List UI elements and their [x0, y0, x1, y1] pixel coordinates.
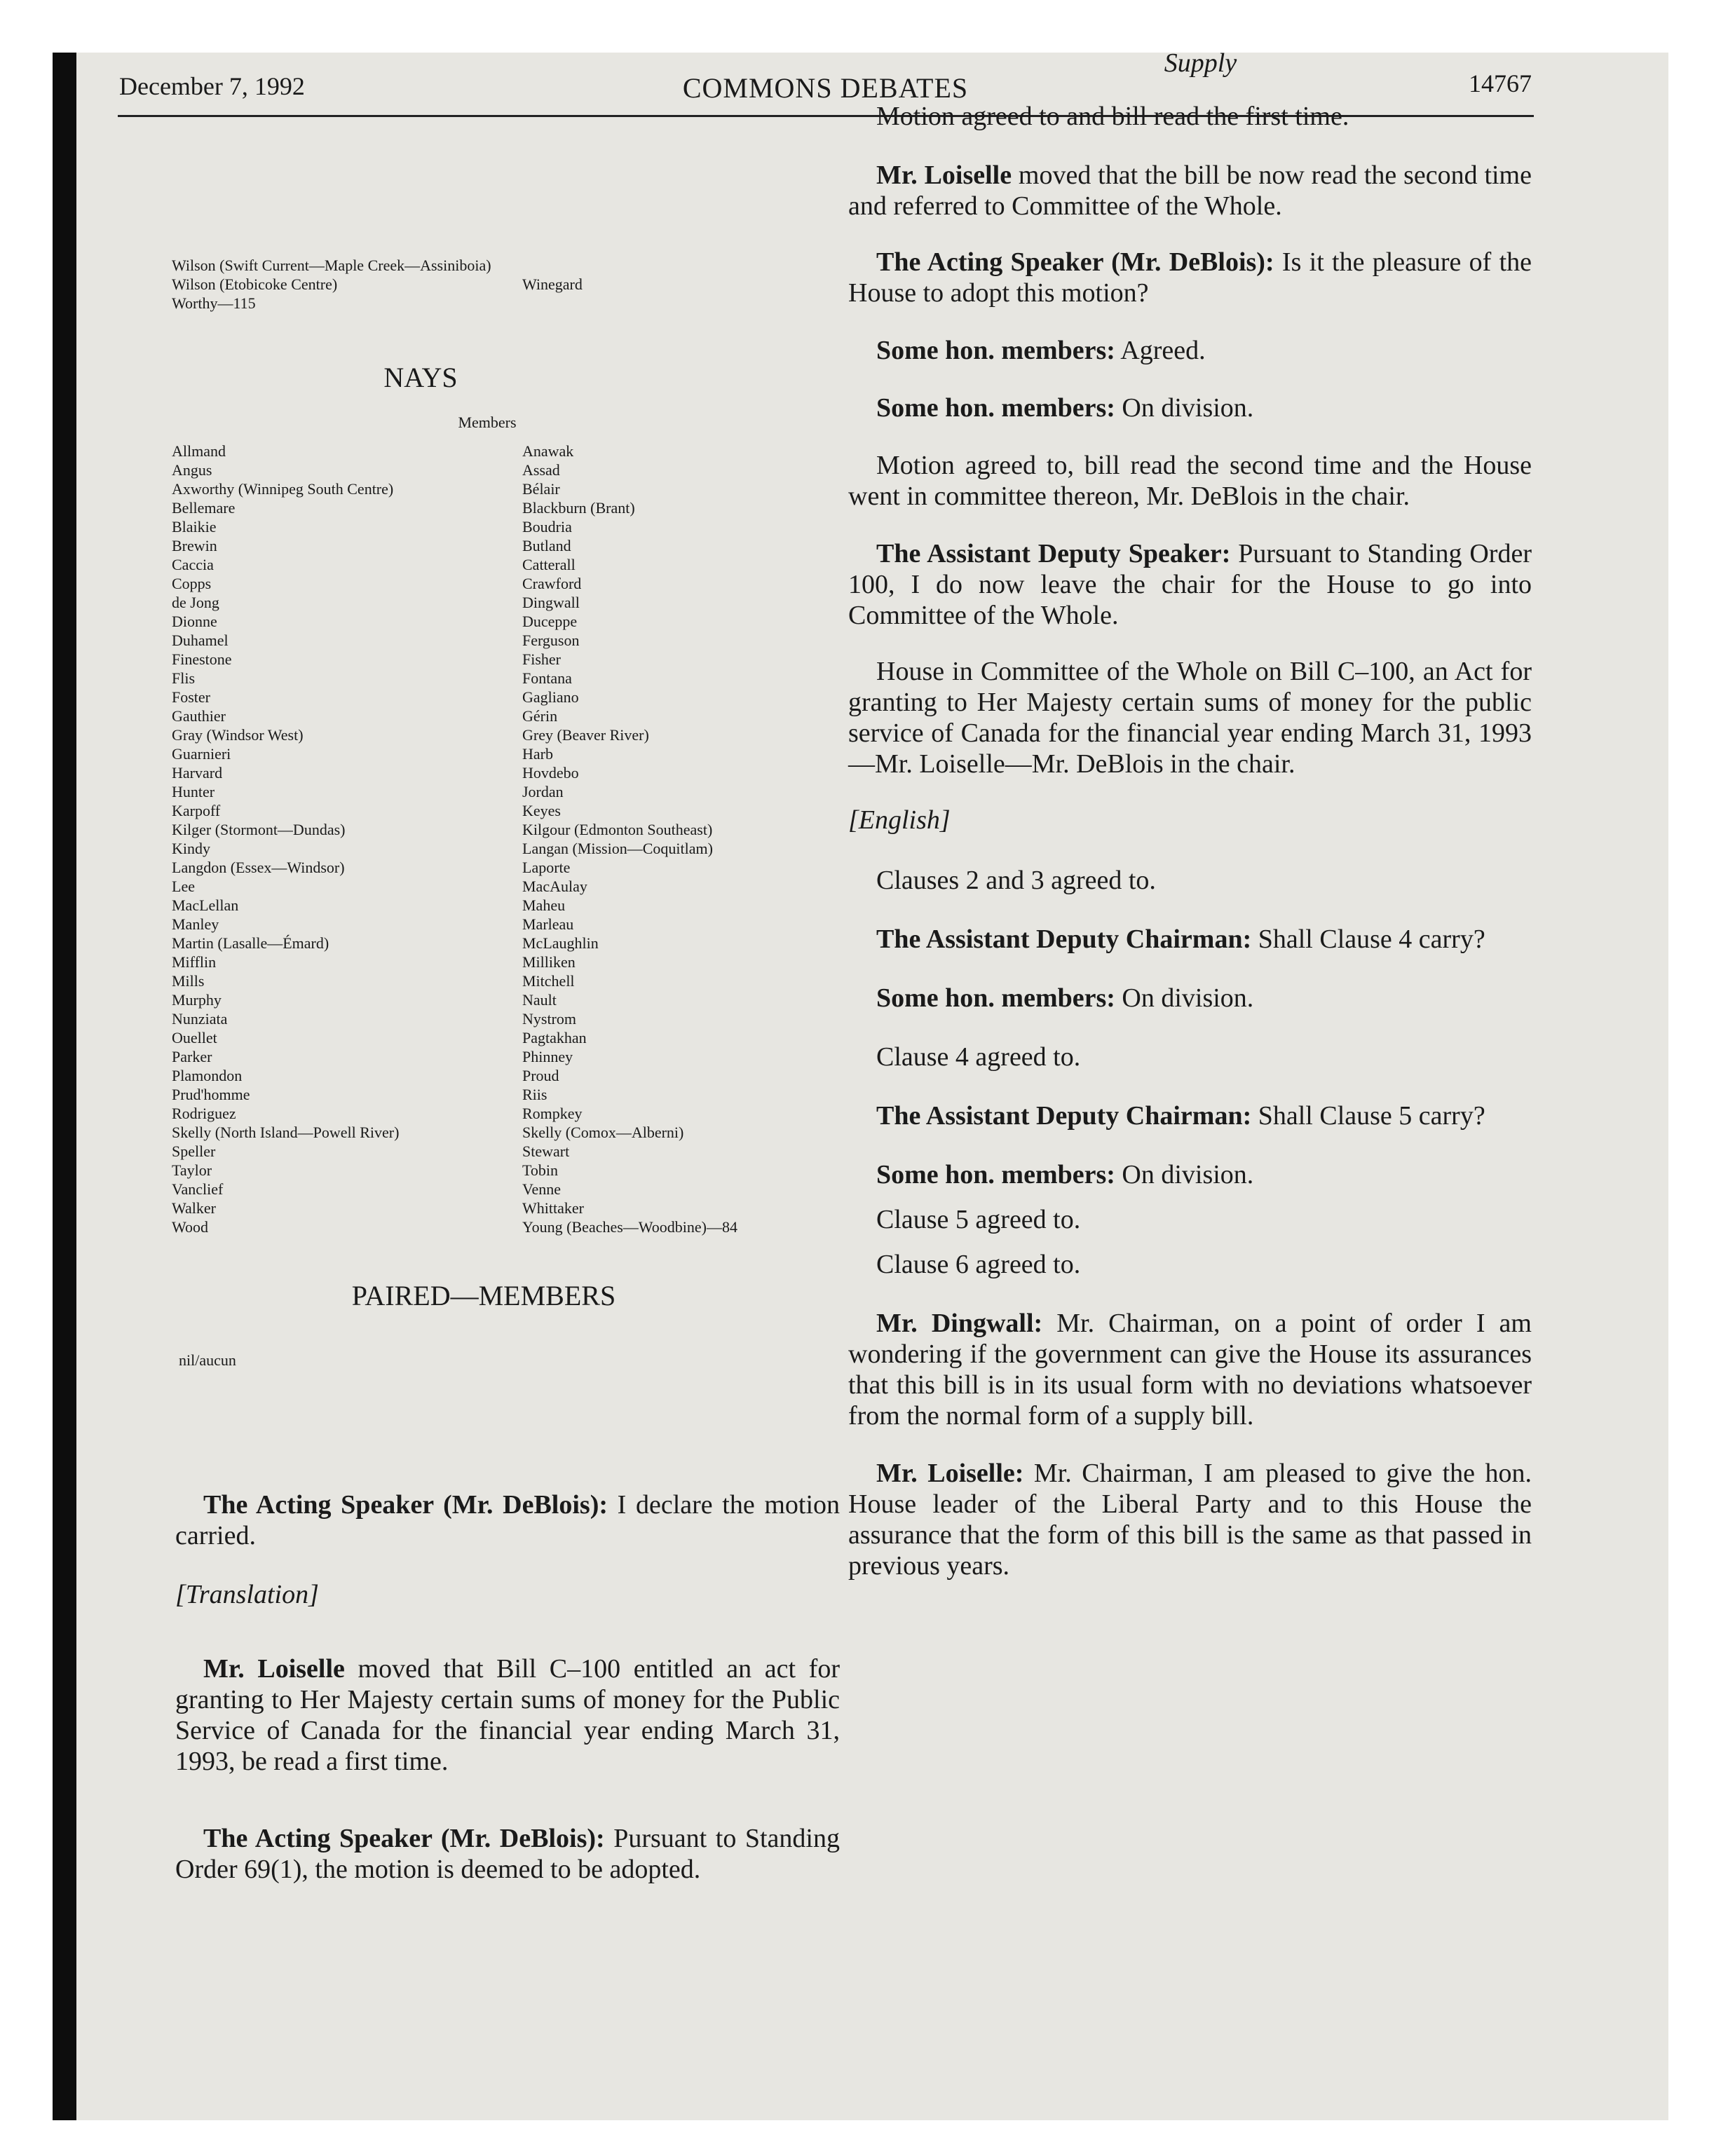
member-name: Gérin: [522, 707, 558, 725]
member-name: Duhamel: [172, 632, 229, 649]
member-name: Nunziata: [172, 1010, 228, 1028]
speaker-name: Some hon. members:: [876, 1160, 1115, 1189]
member-name: Kindy: [172, 840, 210, 857]
member-name: Young (Beaches—Woodbine)—84: [522, 1218, 738, 1236]
member-name: Whittaker: [522, 1199, 584, 1217]
speaker-name: Some hon. members:: [876, 983, 1115, 1013]
speech-text: Agreed.: [1115, 336, 1206, 365]
speaker-name: The Assistant Deputy Chairman:: [876, 1101, 1252, 1131]
member-name: Caccia: [172, 556, 214, 573]
member-name: Maheu: [522, 896, 566, 914]
member-name: Kilger (Stormont—Dundas): [172, 821, 346, 838]
nays-left-names: [172, 442, 399, 1236]
left-text-block: [175, 1489, 840, 1885]
member-name: Martin (Lasalle—Émard): [172, 934, 329, 952]
member-name: Prud'homme: [172, 1086, 250, 1103]
member-name: Allmand: [172, 442, 226, 460]
member-name: Foster: [172, 688, 210, 706]
language-marker-english: [English]: [848, 805, 951, 835]
member-name: Langan (Mission—Coquitlam): [522, 840, 713, 857]
member-name: Finestone: [172, 650, 232, 668]
member-name: Worthy—115: [172, 294, 256, 312]
member-name: Harb: [522, 745, 553, 763]
speech-text: Shall Clause 5 carry?: [1251, 1101, 1485, 1131]
member-name: Manley: [172, 915, 219, 933]
member-name: Riis: [522, 1086, 547, 1103]
binding-edge: [53, 53, 76, 2120]
member-name: [522, 256, 583, 275]
right-paragraph-12: [848, 983, 1532, 1014]
member-name: Nault: [522, 991, 557, 1009]
page-number: 14767: [1469, 69, 1532, 97]
member-name: Phinney: [522, 1048, 573, 1065]
member-name: Fisher: [522, 650, 561, 668]
member-name: Flis: [172, 669, 196, 687]
member-name: Crawford: [522, 575, 582, 592]
member-name: Brewin: [172, 537, 217, 554]
member-name: Ferguson: [522, 632, 580, 649]
member-name: Bélair: [522, 480, 560, 498]
right-paragraph-19: [848, 1458, 1532, 1581]
member-name: McLaughlin: [522, 934, 599, 952]
member-name: Venne: [522, 1180, 561, 1198]
member-name: MacLellan: [172, 896, 239, 914]
speaker-name: The Acting Speaker (Mr. DeBlois):: [876, 247, 1274, 277]
member-name: Langdon (Essex—Windsor): [172, 859, 345, 876]
member-name: Boudria: [522, 518, 572, 535]
member-name: [522, 294, 583, 313]
member-name: Taylor: [172, 1161, 212, 1179]
right-paragraph-5: [848, 393, 1532, 423]
right-paragraph-6: Motion agreed to, bill read the second time and the House went in committee thereon, Mr. DeBlois in the chair.: [848, 451, 1532, 511]
right-paragraph-7: [848, 538, 1532, 631]
speech-text: moved that Bill C–100 entitled an act for granting to Her Majesty certain sums of money for the Public Service of Canada for the financial year ending March 31, 1993, be read a first time.: [175, 1654, 840, 1776]
member-name: Axworthy (Winnipeg South Centre): [172, 480, 394, 498]
member-name: Bellemare: [172, 499, 236, 517]
member-name: Blackburn (Brant): [522, 499, 635, 517]
member-name: Gray (Windsor West): [172, 726, 304, 744]
member-name: Stewart: [522, 1142, 570, 1160]
right-paragraph-16: Clause 5 agreed to.: [876, 1205, 1081, 1234]
header-date: December 7, 1992: [119, 72, 305, 100]
speaker-name: Mr. Loiselle: [203, 1654, 345, 1684]
yeas-left-names: [172, 256, 491, 313]
member-name: Wilson (Swift Current—Maple Creek—Assiniboia): [172, 257, 491, 274]
running-head: Supply: [1164, 48, 1237, 78]
speaker-name: The Acting Speaker (Mr. DeBlois):: [203, 1824, 605, 1853]
member-name: Rompkey: [522, 1105, 583, 1122]
member-name: Laporte: [522, 859, 571, 876]
paired-heading: PAIRED—MEMBERS: [351, 1280, 616, 1311]
member-name: Hunter: [172, 783, 215, 800]
member-name: Nystrom: [522, 1010, 576, 1028]
nays-heading: NAYS: [383, 362, 458, 393]
left-paragraph-3: [175, 1653, 840, 1777]
right-paragraph-8: House in Committee of the Whole on Bill C–100, an Act for granting to Her Majesty certain sums of money for the public service of Canada for the financial year ending March 31, 1993—Mr. Loiselle—Mr. DeBlois in the chair.: [848, 657, 1532, 779]
speaker-name: Mr. Loiselle: [876, 161, 1012, 190]
speech-text: Mr. Chairman, I am pleased to give the hon. House leader of the Liberal Party and to this House the assurance that the form of this bill is the same as that passed in previous years.: [848, 1459, 1532, 1581]
speaker-name: The Assistant Deputy Speaker:: [876, 539, 1231, 568]
member-name: Copps: [172, 575, 212, 592]
member-name: Gauthier: [172, 707, 226, 725]
left-paragraph-1: [175, 1489, 840, 1551]
member-name: Fontana: [522, 669, 572, 687]
right-paragraph-3: [848, 247, 1532, 308]
right-paragraph-1: Motion agreed to and bill read the first time.: [876, 102, 1349, 131]
right-paragraph-18: [848, 1308, 1532, 1431]
member-name: Plamondon: [172, 1067, 243, 1084]
right-paragraph-10: Clauses 2 and 3 agreed to.: [876, 866, 1156, 895]
member-name: Duceppe: [522, 613, 578, 630]
speech-text: On division.: [1115, 983, 1254, 1013]
member-name: Anawak: [522, 442, 574, 460]
left-column: [119, 147, 848, 1884]
member-name: Wood: [172, 1218, 209, 1236]
nays-list: [119, 442, 848, 1241]
member-name: Kilgour (Edmonton Southeast): [522, 821, 713, 838]
paired-entry: nil/aucun: [179, 1351, 236, 1369]
member-name: Milliken: [522, 953, 576, 971]
member-name: Murphy: [172, 991, 222, 1009]
yeas-list-tail: [119, 256, 848, 319]
member-name: Keyes: [522, 802, 561, 819]
member-name: Wilson (Etobicoke Centre): [172, 275, 338, 293]
member-name: Lee: [172, 878, 195, 895]
speech-text: Is it the pleasure of the House to adopt this motion?: [848, 247, 1532, 308]
speech-text: On division.: [1115, 1160, 1254, 1189]
member-name: Pagtakhan: [522, 1029, 587, 1046]
speaker-name: The Assistant Deputy Chairman:: [876, 925, 1252, 954]
member-name: Ouellet: [172, 1029, 217, 1046]
speech-text: moved that the bill be now read the second time and referred to Committee of the Whole.: [848, 161, 1532, 221]
header-title: COMMONS DEBATES: [682, 72, 969, 104]
member-name: MacAulay: [522, 878, 587, 895]
right-paragraph-17: Clause 6 agreed to.: [876, 1250, 1081, 1279]
member-name: Tobin: [522, 1161, 559, 1179]
member-name: Skelly (Comox—Alberni): [522, 1124, 684, 1141]
right-column: [848, 48, 1532, 1581]
member-name: Butland: [522, 537, 571, 554]
member-name: de Jong: [172, 594, 219, 611]
language-marker-translation: [Translation]: [175, 1580, 319, 1609]
right-paragraph-14: [848, 1100, 1532, 1131]
member-name: Dionne: [172, 613, 217, 630]
member-name: Vanclief: [172, 1180, 224, 1198]
right-paragraph-15: [848, 1159, 1532, 1190]
member-name: Winegard: [522, 275, 583, 293]
speech-text: Pursuant to Standing Order 100, I do now leave the chair for the House to go into Committee of the Whole.: [848, 539, 1532, 630]
member-name: Hovdebo: [522, 764, 579, 782]
right-paragraph-2: [848, 160, 1532, 221]
speech-text: Shall Clause 4 carry?: [1251, 925, 1485, 954]
right-paragraph-13: Clause 4 agreed to.: [876, 1042, 1081, 1072]
left-paragraph-4: [175, 1823, 840, 1885]
speaker-name: Some hon. members:: [876, 393, 1115, 423]
member-name: Dingwall: [522, 594, 580, 611]
speech-text: Pursuant to Standing Order 69(1), the motion is deemed to be adopted.: [175, 1824, 840, 1884]
member-name: Jordan: [522, 783, 564, 800]
member-name: Marleau: [522, 915, 574, 933]
member-name: Walker: [172, 1199, 216, 1217]
yeas-right-names: [522, 256, 583, 313]
member-name: Mills: [172, 972, 205, 990]
speech-text: On division.: [1115, 393, 1254, 423]
right-paragraph-11: [848, 924, 1532, 955]
member-name: Harvard: [172, 764, 223, 782]
speech-text: I declare the motion carried.: [175, 1490, 840, 1550]
member-name: Mitchell: [522, 972, 575, 990]
member-name: Guarnieri: [172, 745, 231, 763]
speaker-name: Mr. Dingwall:: [876, 1309, 1043, 1338]
member-name: Catterall: [522, 556, 576, 573]
member-name: Rodriguez: [172, 1105, 236, 1122]
member-name: Karpoff: [172, 802, 221, 819]
nays-members-label: Members: [458, 414, 517, 431]
member-name: Proud: [522, 1067, 559, 1084]
member-name: Blaikie: [172, 518, 217, 535]
member-name: Angus: [172, 461, 212, 479]
member-name: Mifflin: [172, 953, 217, 971]
member-name: Skelly (North Island—Powell River): [172, 1124, 400, 1141]
member-name: Gagliano: [522, 688, 579, 706]
member-name: Grey (Beaver River): [522, 726, 649, 744]
speaker-name: Some hon. members:: [876, 336, 1115, 365]
member-name: Parker: [172, 1048, 212, 1065]
speech-text: Mr. Chairman, on a point of order I am wondering if the government can give the House its assurances that this bill is in its usual form with no deviations whatsoever from the normal form of a supply bill.: [848, 1309, 1532, 1431]
speaker-name: The Acting Speaker (Mr. DeBlois):: [203, 1490, 608, 1520]
speaker-name: Mr. Loiselle:: [876, 1459, 1024, 1488]
member-name: Speller: [172, 1142, 216, 1160]
right-paragraph-4: [848, 335, 1532, 366]
nays-right-names: [522, 442, 737, 1236]
member-name: Assad: [522, 461, 560, 479]
